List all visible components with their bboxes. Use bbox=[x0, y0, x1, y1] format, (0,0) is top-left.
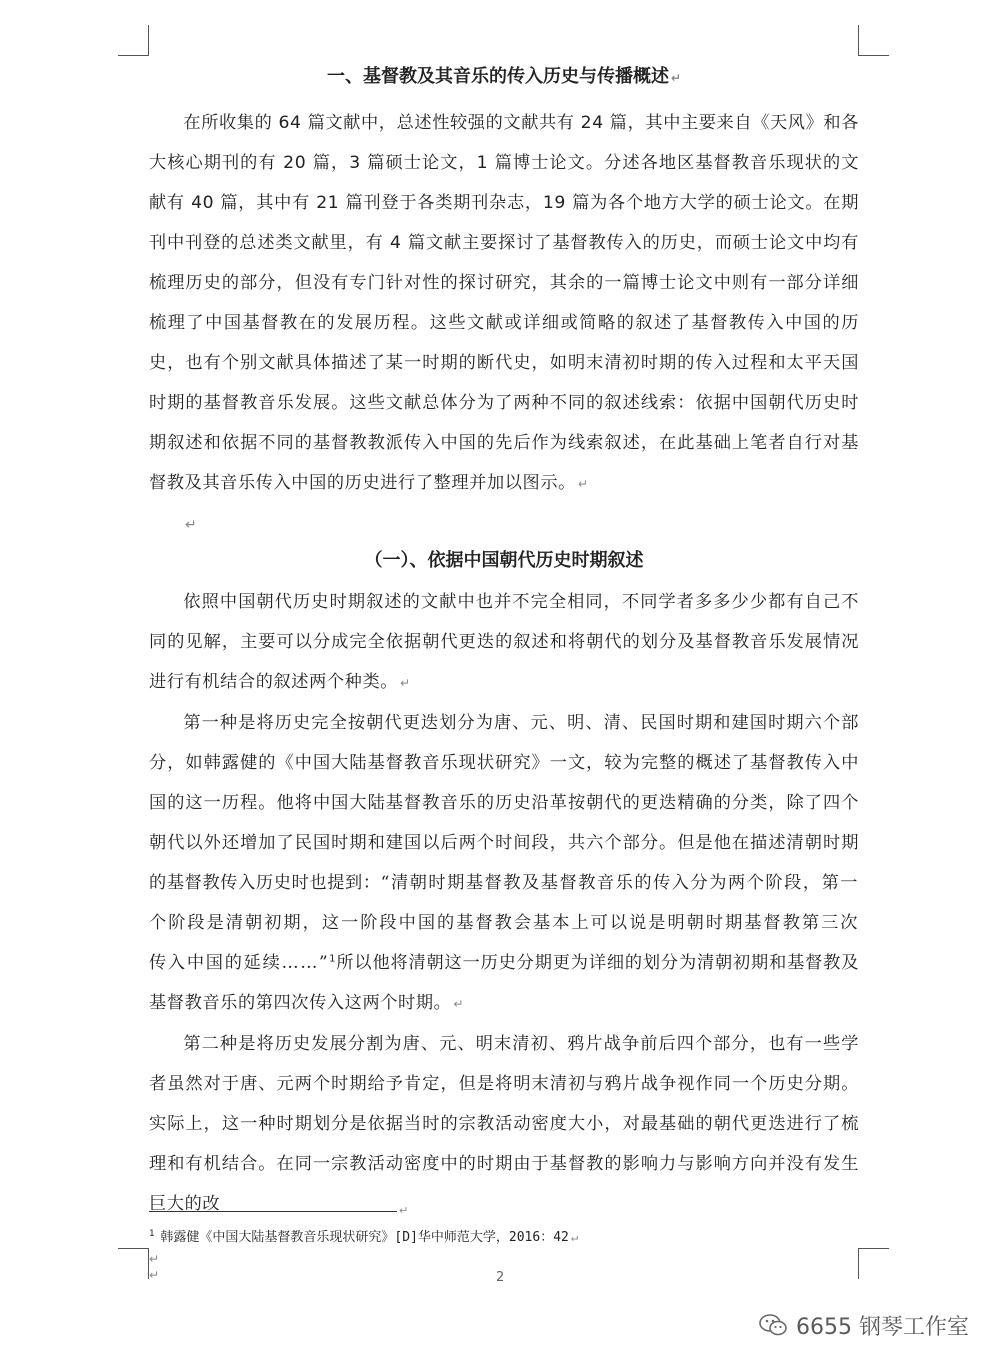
footnote-text: 韩露健《中国大陆基督教音乐现状研究》[D]华中师范大学，2016：42 bbox=[160, 1230, 569, 1245]
paragraph-dynasty-intro: 依照中国朝代历史时期叙述的文献中也并不完全相同，不同学者多多少少都有自己不同的见解，主要可以分成完全依据朝代更迭的叙述和将朝代的划分及基督教音乐发展情况进行有机结合的叙述两个种类。 ↵ bbox=[149, 592, 859, 692]
footnote-separator bbox=[149, 1211, 397, 1212]
subsection-heading: （一）、依据中国朝代历史时期叙述 bbox=[364, 550, 644, 571]
crop-mark-top-left bbox=[118, 25, 149, 56]
footnote-number: 1 bbox=[149, 1228, 155, 1239]
section-heading: 一、基督教及其音乐的传入历史与传播概述 ↵ bbox=[326, 66, 682, 87]
footnote-reference[interactable]: 1 bbox=[329, 953, 337, 965]
paragraph-first-type: 第一种是将历史完全按朝代更迭划分为唐、元、明、清、民国时期和建国时期六个部分，如韩露健的《中国大陆基督教音乐现状研究》一文，较为完整的概述了基督教传入中国的这一历程。他将中国大陆基督教音乐的历史沿革按朝代的更迭精确的分类，除了四个朝代以外还增加了民国时期和建国以后两个时间段，共六个部分。但是他在描述清朝时期的基督教传入历史时也提到：“清朝时期基督教及基督教音乐的传入分为两个阶段，第一个阶段是清朝初期，这一阶段中国的基督教会基本上可以说是明朝时期基督教第三次传入中国的延续……”$^1$所以他将清朝这一历史分期更为详细的划分为清朝初期和基督教及基督教音乐的第四次传入这两个时期。 ↵ bbox=[149, 713, 859, 1013]
footnote: $^1$ 韩露健《中国大陆基督教音乐现状研究》[D]华中师范大学，2016：42 ↵ bbox=[149, 1228, 579, 1245]
wechat-icon bbox=[758, 1312, 788, 1338]
quotation: “清朝时期基督教及基督教音乐的传入分为两个阶段，第一个阶段是清朝初期，这一阶段中国的基督教会基本上可以说是明朝时期基督教第三次传入中国的延续……” bbox=[149, 873, 859, 973]
page-number: 2 bbox=[496, 1270, 505, 1285]
paragraph-mark: ↵ bbox=[149, 1268, 160, 1282]
paragraph-overview: 在所收集的 64 篇文献中，总述性较强的文献共有 24 篇，其中主要来自《天风》和各大核心期刊的有 20 篇，3 篇硕士论文，1 篇博士论文。分述各地区基督教音乐现状的文献有 40 篇，其中有 21 篇刊登于各类期刊杂志，19 篇为各个地方大学的硕士论文。在期刊中刊登的总述类文献里，有 4 篇文献主要探讨了基督教传入的历史，而硕士论文中均有梳理历史的部分，但没有专门针对性的探讨研究，其余的一篇博士论文中则有一部分详细梳理了中国基督教在的发展历程。这些文献或详细或简略的叙述了基督教传入中国的历史，也有个别文献具体描述了某一时期的断代史，如明末清初时期的传入过程和太平天国时期的基督教音乐发展。这些文献总体分为了两种不同的叙述线索：依据中国朝代历史时期叙述和依据不同的基督教教派传入中国的先后作为线索叙述，在此基础上笔者自行对基督教及其音乐传入中国的历史进行了整理并加以图示。 ↵ bbox=[149, 113, 859, 493]
document-body bbox=[149, 62, 859, 1224]
paragraph-mark: ↵ bbox=[149, 1252, 160, 1266]
paragraph-second-type: 第二种是将历史发展分割为唐、元、明末清初、鸦片战争前后四个部分，也有一些学者虽然对于唐、元两个时期给予肯定，但是将明末清初与鸦片战争视作同一个历史分期。实际上，这一种时期划分是依据当时的宗教活动密度大小，对最基础的朝代更迭进行了梳理和有机结合。在同一宗教活动密度中的时期由于基督教的影响力与影响方向并没有发生巨大的改 bbox=[149, 1034, 859, 1214]
crop-mark-bottom-right bbox=[858, 1248, 889, 1279]
crop-mark-bottom-left bbox=[118, 1248, 149, 1279]
footnote-separator-mark: ↵ bbox=[399, 1204, 409, 1217]
watermark-text: 6655 钢琴工作室 bbox=[796, 1314, 969, 1340]
watermark bbox=[758, 1310, 969, 1340]
crop-mark-top-right bbox=[858, 25, 889, 56]
empty-paragraph: ↵ bbox=[185, 517, 197, 533]
